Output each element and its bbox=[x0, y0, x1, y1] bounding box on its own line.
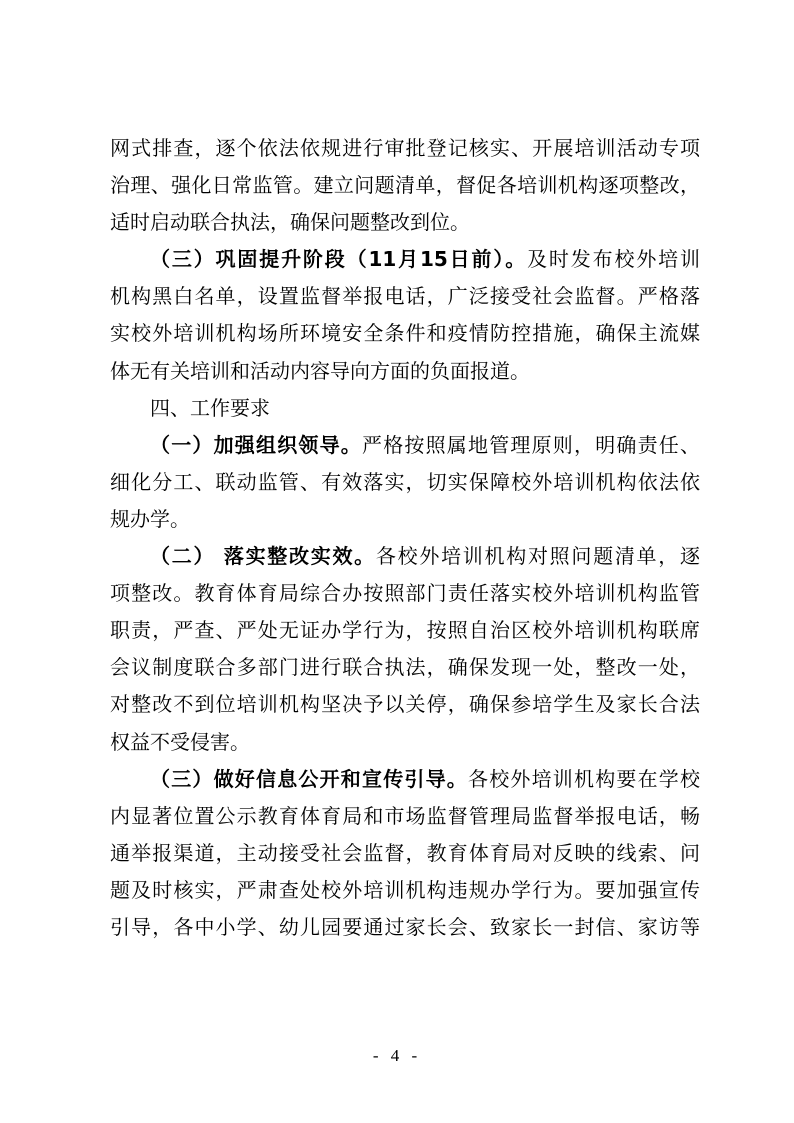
text-run: 严格按照属地管理原则，明确责任、 bbox=[362, 432, 700, 457]
text-line: 权益不受侵害。 bbox=[110, 729, 250, 754]
paragraph-continuation bbox=[110, 130, 700, 241]
paragraph-heading: （三）巩固提升阶段（11月15日前）。 bbox=[150, 247, 528, 272]
text-line: 适时启动联合执法，确保问题整改到位。 bbox=[110, 210, 470, 235]
paragraph-heading: （一）加强组织领导。 bbox=[150, 432, 362, 457]
paragraph-rectification bbox=[110, 538, 700, 761]
text-line: 网式排查，逐个依法依规进行审批登记核实、开展培训活动专项 bbox=[110, 136, 700, 160]
text-line bbox=[110, 241, 700, 278]
page-number: - 4 - bbox=[372, 1046, 422, 1065]
paragraph-heading: （三）做好信息公开和宣传引导。 bbox=[150, 766, 468, 791]
text-line: 规办学。 bbox=[110, 506, 190, 531]
section-title bbox=[110, 390, 700, 427]
text-line: 职责，严查、严处无证办学行为，按照自治区校外培训机构联席 bbox=[110, 618, 700, 643]
text-line: 题及时核实，严肃查处校外培训机构违规办学行为。要加强宣传 bbox=[110, 877, 700, 902]
text-run: 各校外培训机构对照问题清单，逐 bbox=[375, 544, 701, 569]
text-line bbox=[110, 538, 700, 575]
text-line: 实校外培训机构场所环境安全条件和疫情防控措施，确保主流媒 bbox=[110, 321, 700, 346]
text-line: 引导，各中小学、幼儿园要通过家长会、致家长一封信、家访等 bbox=[110, 914, 700, 939]
text-line bbox=[110, 761, 700, 798]
section-heading: 四、工作要求 bbox=[150, 395, 270, 420]
text-run: 及时发布校外培训 bbox=[527, 247, 701, 272]
text-line: 对整改不到位培训机构坚决予以关停，确保参培学生及家长合法 bbox=[110, 692, 700, 717]
text-line: 通举报渠道，主动接受社会监督，教育体育局对反映的线索、问 bbox=[110, 840, 700, 865]
paragraph-consolidation-phase bbox=[110, 241, 700, 389]
text-line: 机构黑白名单，设置监督举报电话，广泛接受社会监督。严格落 bbox=[110, 284, 700, 309]
text-line: 治理、强化日常监管。建立问题清单，督促各培训机构逐项整改， bbox=[110, 173, 700, 198]
text-line: 细化分工、联动监管、有效落实，切实保障校外培训机构依法依 bbox=[110, 469, 700, 494]
body-text bbox=[110, 130, 700, 946]
text-line: 内显著位置公示教育体育局和市场监督管理局监督举报电话，畅 bbox=[110, 803, 700, 828]
text-run: 各校外培训机构要在学校 bbox=[468, 766, 700, 791]
text-line bbox=[110, 427, 700, 464]
text-line: 项整改。教育体育局综合办按照部门责任落实校外培训机构监管 bbox=[110, 581, 700, 606]
text-line: 会议制度联合多部门进行联合执法，确保发现一处，整改一处， bbox=[110, 655, 700, 680]
paragraph-organization bbox=[110, 427, 700, 538]
paragraph-heading: （二） 落实整改实效。 bbox=[150, 544, 376, 569]
text-line: 体无有关培训和活动内容导向方面的负面报道。 bbox=[110, 358, 530, 383]
paragraph-publicity bbox=[110, 761, 700, 946]
